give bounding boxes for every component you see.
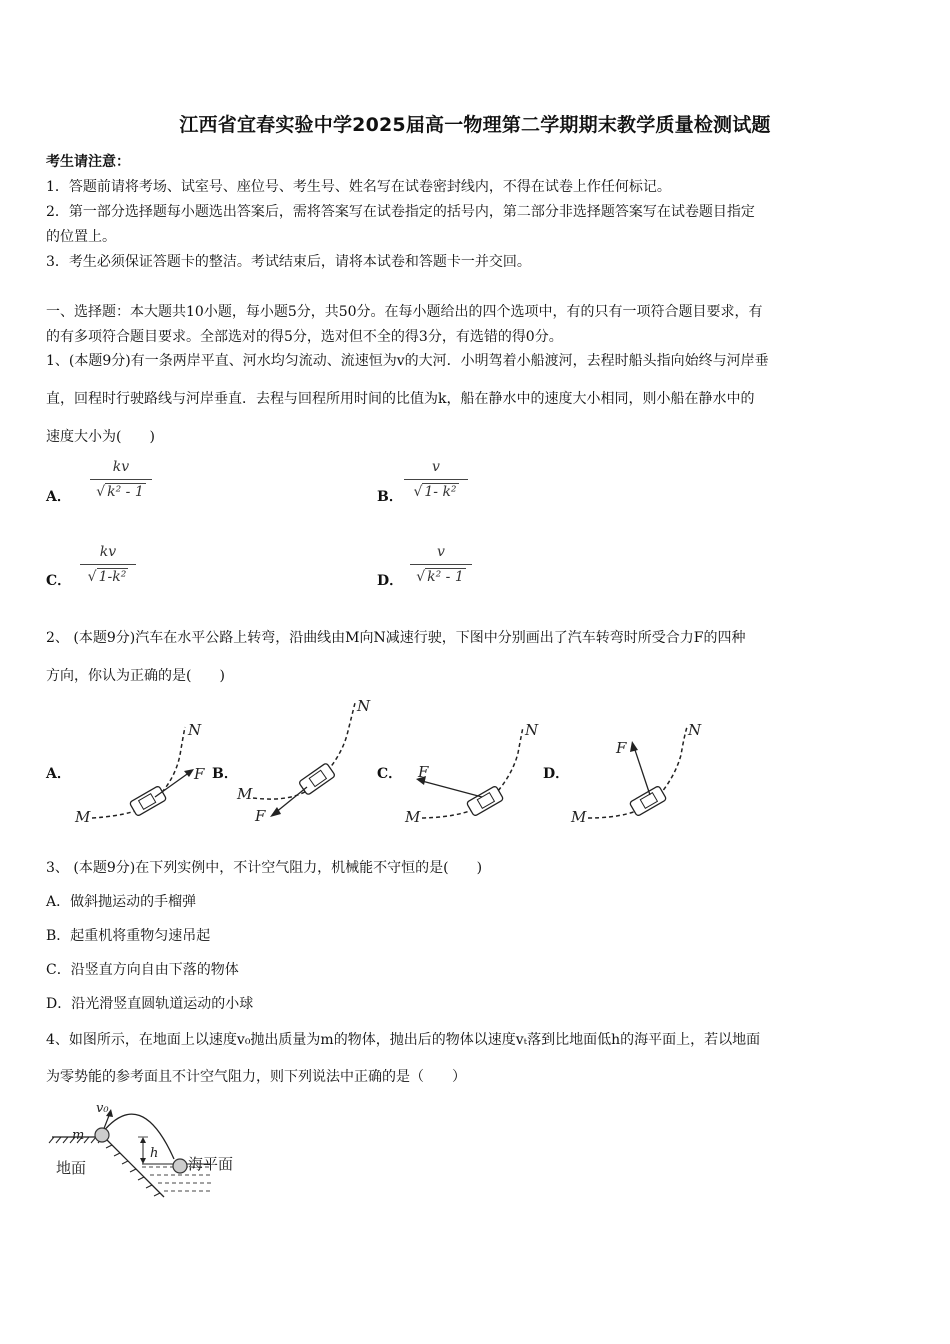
label-m: M [237,785,253,803]
option-b-formula: v √ 1- k² [404,459,468,507]
option-label: B． [212,766,238,782]
option-label: C． [46,573,72,589]
label-f: F [194,765,205,783]
car-turn-figure-c [400,715,550,830]
notice-item: 2．第一部分选择题每小题选出答案后，需将答案写在试卷指定的括号内，第二部分非选择题答案写在试卷题目指定 [46,204,755,220]
label-sea: 海平面 [188,1155,234,1173]
label-m: M [75,808,91,826]
label-ground: 地面 [56,1159,87,1177]
option-a-formula: kv √ k² - 1 [90,459,152,507]
question-4-stem: 4、如图所示，在地面上以速度v₀抛出质量为m的物体，抛出后的物体以速度vₜ落到比地面低h的海平面上，若以地面 [46,1032,761,1048]
label-f: F [255,807,266,825]
question-1-stem: 直，回程时行驶路线与河岸垂直．去程与回程所用时间的比值为k，船在静水中的速度大小相同，则小船在静水中的 [46,391,755,407]
option-d-formula: v √ k² - 1 [410,544,472,592]
label-m: M [405,808,421,826]
label-m: m [72,1128,85,1143]
option-label: C． [377,766,403,782]
label-h: h [150,1146,159,1161]
page-title: 江西省宜春实验中学2025届高一物理第二学期期末教学质量检测试题 [179,114,771,136]
section-instructions: 的有多项符合题目要求。全部选对的得5分，选对但不全的得3分，有选错的得0分。 [46,329,563,345]
option-label: B． [377,489,403,505]
car-turn-figure-d [566,715,716,830]
notice-item: 的位置上。 [46,229,116,245]
label-f: F [616,739,627,757]
option-label: D． [377,573,404,589]
car-turn-figure-a [70,715,210,830]
question-3-option-b: B．起重机将重物匀速吊起 [46,928,211,944]
option-label: D． [543,766,570,782]
question-3-stem: 3、 (本题9分)在下列实例中，不计空气阻力，机械能不守恒的是( ) [46,860,483,876]
label-n: N [525,721,539,739]
question-2-stem: 方向，你认为正确的是( ) [46,668,225,684]
notice-header: 考生请注意： [46,154,130,170]
option-label: A． [46,766,71,782]
projectile-figure [46,1095,256,1205]
label-v0: v₀ [96,1101,109,1116]
question-1-stem: 速度大小为( ) [46,429,155,445]
label-m: M [571,808,587,826]
question-3-option-c: C．沿竖直方向自由下落的物体 [46,962,239,978]
option-label: A． [46,489,71,505]
question-2-stem: 2、 (本题9分)汽车在水平公路上转弯，沿曲线由M向N减速行驶，下图中分别画出了汽车转弯时所受合力F的四种 [46,630,746,646]
section-instructions: 一、选择题：本大题共10小题，每小题5分，共50分。在每小题给出的四个选项中，有的只有一项符合题目要求，有 [46,304,763,320]
car-turn-figure-b [235,695,375,830]
label-n: N [688,721,702,739]
label-n: N [357,697,371,715]
question-1-stem: 1、(本题9分)有一条两岸平直、河水均匀流动、流速恒为v的大河．小明驾着小船渡河，去程时船头指向始终与河岸垂 [46,353,769,369]
label-n: N [188,721,202,739]
question-4-stem: 为零势能的参考面且不计空气阻力，则下列说法中正确的是（ ） [46,1069,466,1085]
notice-item: 3．考生必须保证答题卡的整洁。考试结束后，请将本试卷和答题卡一并交回。 [46,254,531,270]
question-3-option-d: D．沿光滑竖直圆轨道运动的小球 [46,996,254,1012]
option-c-formula: kv √ 1-k² [80,544,136,592]
question-3-option-a: A．做斜抛运动的手榴弹 [46,894,197,910]
notice-item: 1．答题前请将考场、试室号、座位号、考生号、姓名写在试卷密封线内，不得在试卷上作任何标记。 [46,179,671,195]
label-f: F [418,763,429,781]
